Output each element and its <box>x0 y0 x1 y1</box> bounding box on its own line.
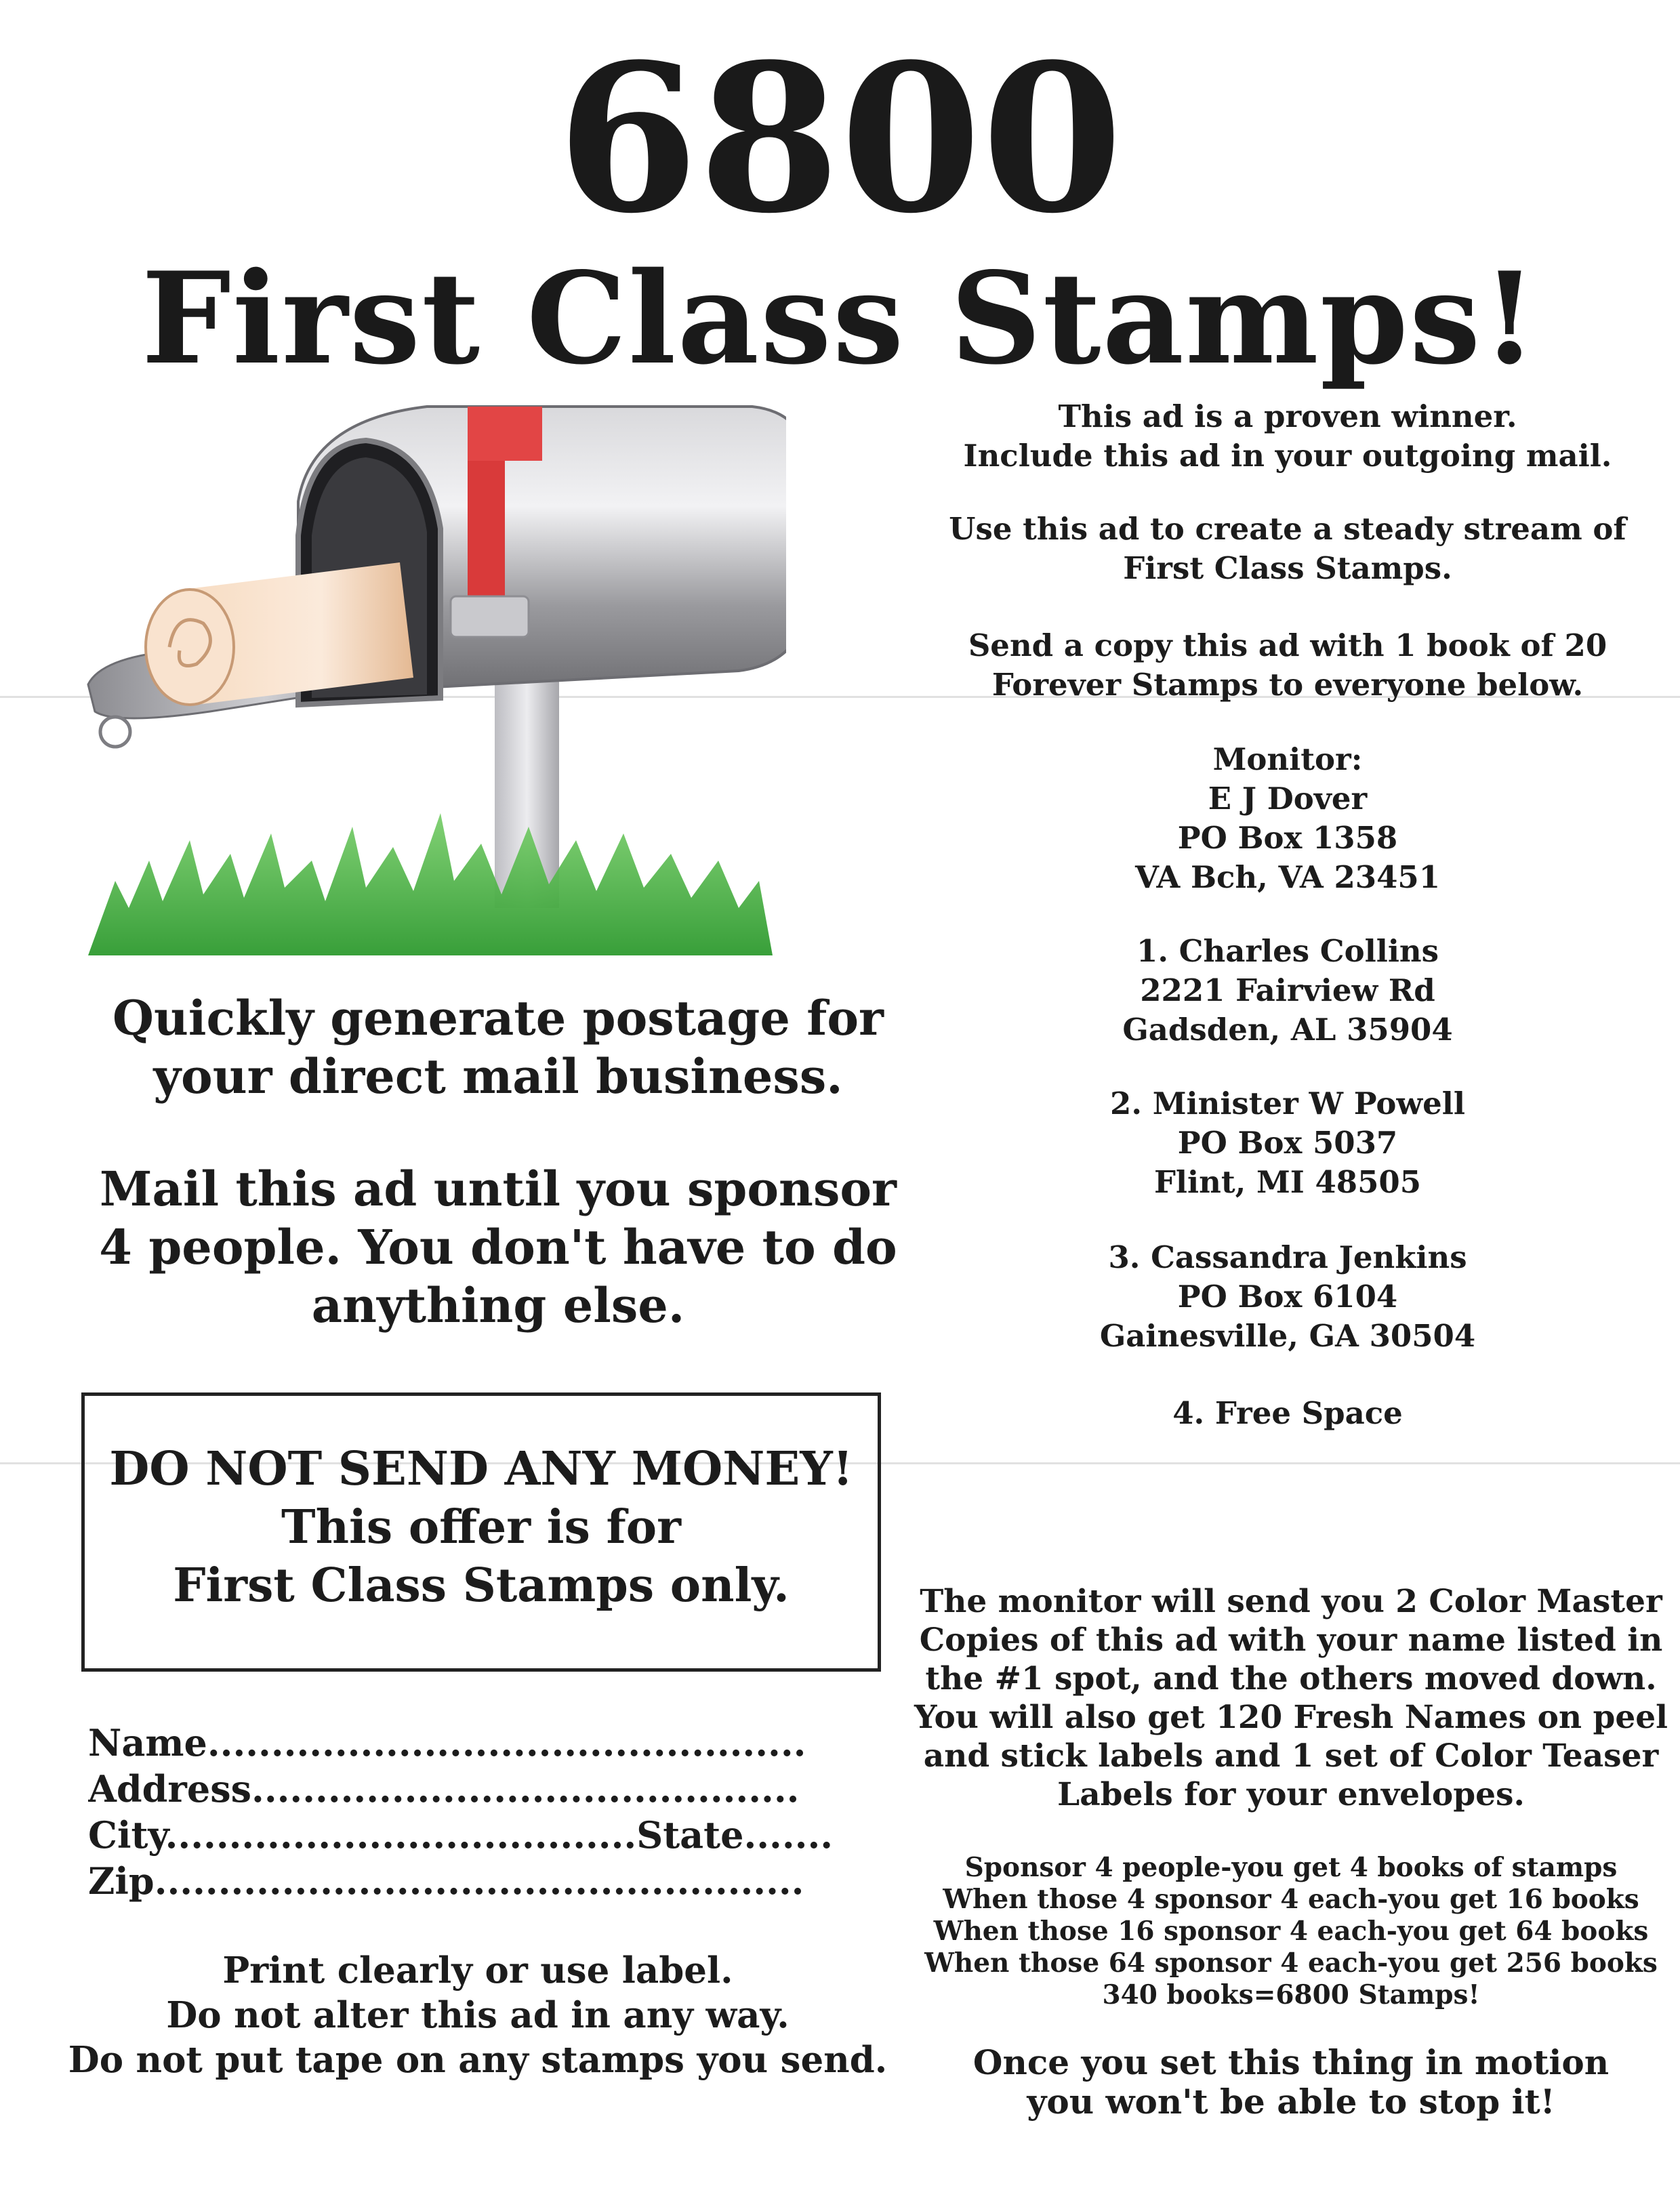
warning-line-2: This offer is for <box>281 1500 681 1554</box>
instruction-line-3: Do not put tape on any stamps you send. <box>68 2039 888 2081</box>
intro-text <box>901 397 1674 476</box>
entry-line-2: Flint, MI 48505 <box>1153 1164 1422 1200</box>
grass <box>88 813 773 955</box>
entry-line-1: PO Box 6104 <box>1177 1279 1398 1315</box>
monitor-line-1: PO Box 1358 <box>1177 820 1398 856</box>
left-pitch <box>61 989 935 1335</box>
headline-text: First Class Stamps! <box>141 244 1539 392</box>
instructions <box>41 1948 915 2082</box>
intro-line-1: This ad is a proven winner. <box>1058 398 1517 434</box>
sponsor-line: When those 64 sponsor 4 each-you get 256 books <box>924 1947 1658 1979</box>
intro-line-2: Include this ad in your outgoing mail. <box>963 438 1612 474</box>
free-space: 4. Free Space <box>1172 1395 1403 1431</box>
monitor-line-2: VA Bch, VA 23451 <box>1134 859 1441 895</box>
pitch-line: Mail this ad until you sponsor <box>100 1161 897 1217</box>
closing-line-2: you won't be able to stop it! <box>1027 2082 1555 2122</box>
monitor-label: Monitor: <box>1212 741 1363 777</box>
closing-text <box>908 2043 1674 2122</box>
mailbox-illustration <box>75 393 786 969</box>
monitor-address <box>901 740 1674 897</box>
headline-number: 6800 <box>557 19 1123 258</box>
pitch-line: Quickly generate postage for <box>112 990 884 1046</box>
entry-line-1: 2221 Fairview Rd <box>1140 972 1435 1008</box>
list-item <box>901 932 1674 1050</box>
closing-line-1: Once you set this thing in motion <box>972 2042 1610 2082</box>
monitor-name: E J Dover <box>1208 781 1368 817</box>
list-item <box>901 1084 1674 1202</box>
sponsor-line: 340 books=6800 Stamps! <box>1102 1979 1480 2010</box>
pitch-line: anything else. <box>311 1277 685 1334</box>
steady-stream-text <box>901 510 1674 588</box>
city-state-row <box>88 1812 867 1858</box>
send-line-1: Send a copy this ad with 1 book of 20 <box>968 627 1607 663</box>
list-item <box>901 1238 1674 1356</box>
steady-line-1: Use this ad to create a steady stream of <box>949 511 1626 547</box>
entry-line-1: PO Box 5037 <box>1177 1125 1398 1161</box>
pitch-line: your direct mail business. <box>153 1048 843 1105</box>
state-field[interactable]: State....... <box>636 1813 834 1857</box>
zip-field[interactable]: Zip................................................... <box>88 1859 804 1903</box>
entry-name: 2. Minister W Powell <box>1110 1086 1465 1121</box>
instruction-line-1: Print clearly or use label. <box>222 1949 733 1991</box>
instruction-line-2: Do not alter this ad in any way. <box>166 1994 790 2036</box>
steady-line-2: First Class Stamps. <box>1123 550 1452 586</box>
sponsor-line: When those 16 sponsor 4 each-you get 64 books <box>933 1916 1649 1947</box>
warning-text <box>85 1440 878 1615</box>
warning-line-3: First Class Stamps only. <box>173 1559 790 1613</box>
pitch-line: 4 people. You don't have to do <box>99 1219 897 1275</box>
send-line-2: Forever Stamps to everyone below. <box>991 667 1584 703</box>
entry-name: 3. Cassandra Jenkins <box>1108 1239 1467 1275</box>
entry-name: 1. Charles Collins <box>1136 933 1439 969</box>
city-field[interactable]: City..................................... <box>88 1813 637 1857</box>
name-field[interactable]: Name............................................... <box>88 1721 806 1764</box>
monitor-note: The monitor will send you 2 Color Master Copies of this ad with your name listed in the #1 spot, and the others moved down. You will also get 120 Fresh Names on peel and stick labels and 1 set of Color Teaser Labels for your envelopes. <box>914 1583 1668 1813</box>
address-field[interactable]: Address........................................... <box>88 1767 800 1811</box>
sponsor-line: Sponsor 4 people-you get 4 books of stamps <box>964 1852 1618 1883</box>
entry-line-2: Gadsden, AL 35904 <box>1122 1012 1453 1048</box>
entry-line-2: Gainesville, GA 30504 <box>1099 1318 1476 1354</box>
sponsor-math <box>908 1852 1674 2011</box>
sponsor-line: When those 4 sponsor 4 each-you get 16 books <box>943 1884 1639 1915</box>
warning-line-1: DO NOT SEND ANY MONEY! <box>109 1442 853 1496</box>
order-form <box>88 1720 867 1904</box>
send-instructions <box>901 626 1674 705</box>
